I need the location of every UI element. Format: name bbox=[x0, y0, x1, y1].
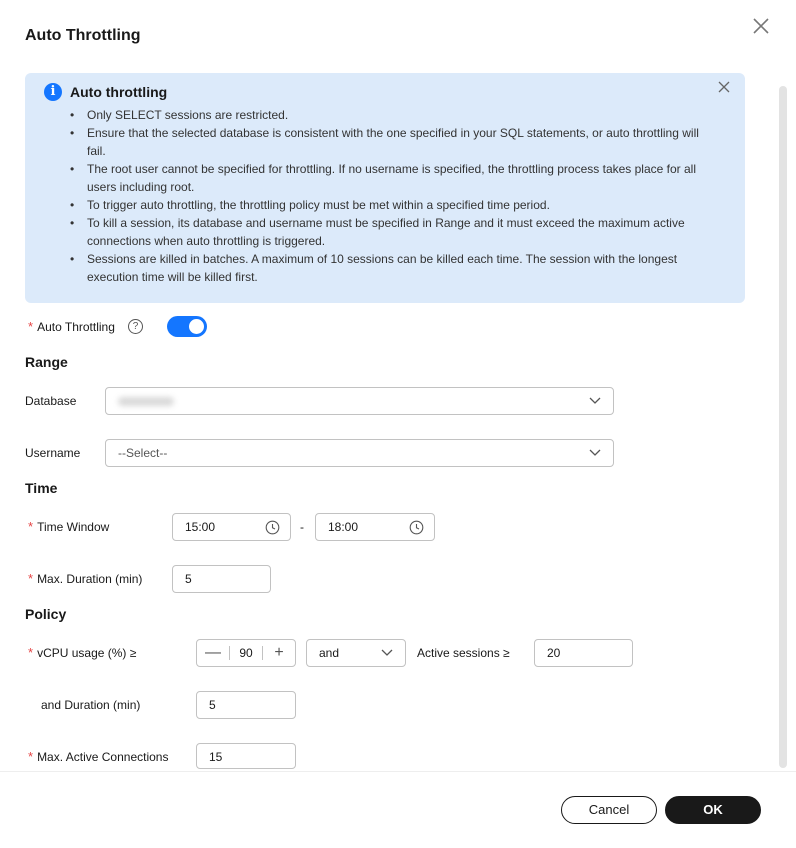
logic-select[interactable] bbox=[306, 639, 406, 667]
active-sessions-input[interactable] bbox=[534, 639, 633, 667]
start-time-input[interactable] bbox=[172, 513, 291, 541]
username-select[interactable] bbox=[105, 439, 614, 467]
auto-throttling-label: * Auto Throttling bbox=[28, 319, 115, 334]
active-sessions-label: Active sessions ≥ bbox=[417, 646, 510, 660]
end-time-input[interactable] bbox=[315, 513, 435, 541]
close-dialog-icon[interactable] bbox=[751, 16, 771, 36]
max-duration-value: 5 bbox=[185, 572, 192, 586]
notice-item: • To kill a session, its database and username must be specified in Range and it must exceed the maximum active connections when auto throttling is triggered. bbox=[70, 216, 685, 248]
max-active-connections-input[interactable] bbox=[196, 743, 296, 769]
and-duration-value: 5 bbox=[209, 698, 216, 712]
notice-item: • Only SELECT sessions are restricted. bbox=[70, 108, 289, 122]
database-value-redacted bbox=[118, 397, 174, 406]
username-label: Username bbox=[25, 446, 81, 460]
decrement-button[interactable]: — bbox=[205, 644, 221, 661]
policy-heading: Policy bbox=[25, 606, 67, 622]
notice-close-icon[interactable] bbox=[717, 80, 731, 94]
and-duration-label: and Duration (min) bbox=[41, 698, 141, 712]
active-sessions-value: 20 bbox=[547, 646, 561, 660]
time-separator: - bbox=[300, 520, 304, 534]
database-label: Database bbox=[25, 394, 77, 408]
database-select[interactable] bbox=[105, 387, 614, 415]
info-icon: i bbox=[44, 83, 62, 101]
start-time-value: 15:00 bbox=[185, 520, 216, 534]
username-placeholder: --Select-- bbox=[118, 446, 168, 460]
auto-throttling-toggle[interactable] bbox=[167, 316, 207, 337]
max-duration-label: * Max. Duration (min) bbox=[28, 571, 143, 586]
ok-button[interactable]: OK bbox=[665, 796, 761, 824]
notice-item: • To trigger auto throttling, the throttling policy must be met within a specified time period. bbox=[70, 198, 550, 212]
notice-item: • Ensure that the selected database is consistent with the one specified in your SQL statements, or auto throttling will fail. bbox=[70, 126, 699, 158]
notice-panel bbox=[25, 73, 745, 303]
dialog-title: Auto Throttling bbox=[25, 27, 141, 44]
vcpu-usage-label: * vCPU usage (%) ≥ bbox=[28, 645, 137, 660]
vcpu-usage-stepper[interactable] bbox=[196, 639, 296, 667]
notice-item: • Sessions are killed in batches. A maximum of 10 sessions can be killed each time. The session with the longest execution time will be killed first. bbox=[70, 252, 678, 284]
increment-button[interactable]: + bbox=[274, 644, 284, 661]
cancel-button[interactable]: Cancel bbox=[561, 796, 657, 824]
notice-title: Auto throttling bbox=[70, 84, 168, 100]
end-time-value: 18:00 bbox=[328, 520, 359, 534]
max-active-connections-label: * Max. Active Connections bbox=[28, 749, 169, 764]
time-heading: Time bbox=[25, 480, 58, 496]
max-duration-input[interactable] bbox=[172, 565, 271, 593]
range-heading: Range bbox=[25, 354, 68, 370]
max-active-connections-value: 15 bbox=[209, 750, 223, 764]
help-icon[interactable]: ? bbox=[128, 319, 143, 334]
logic-value: and bbox=[319, 646, 340, 660]
footer-divider bbox=[0, 771, 796, 772]
vcpu-usage-value[interactable]: 90 bbox=[239, 646, 253, 660]
chevron-down-icon bbox=[381, 648, 393, 658]
chevron-down-icon bbox=[589, 396, 601, 406]
and-duration-input[interactable] bbox=[196, 691, 296, 719]
clock-icon bbox=[409, 520, 424, 535]
clock-icon bbox=[265, 520, 280, 535]
chevron-down-icon bbox=[589, 448, 601, 458]
time-window-label: * Time Window bbox=[28, 519, 110, 534]
notice-item: • The root user cannot be specified for throttling. If no username is specified, the throttling process takes place for all users including root. bbox=[70, 162, 696, 194]
toggle-knob bbox=[189, 319, 204, 334]
notice-list bbox=[70, 106, 700, 286]
scrollbar[interactable] bbox=[779, 86, 787, 768]
